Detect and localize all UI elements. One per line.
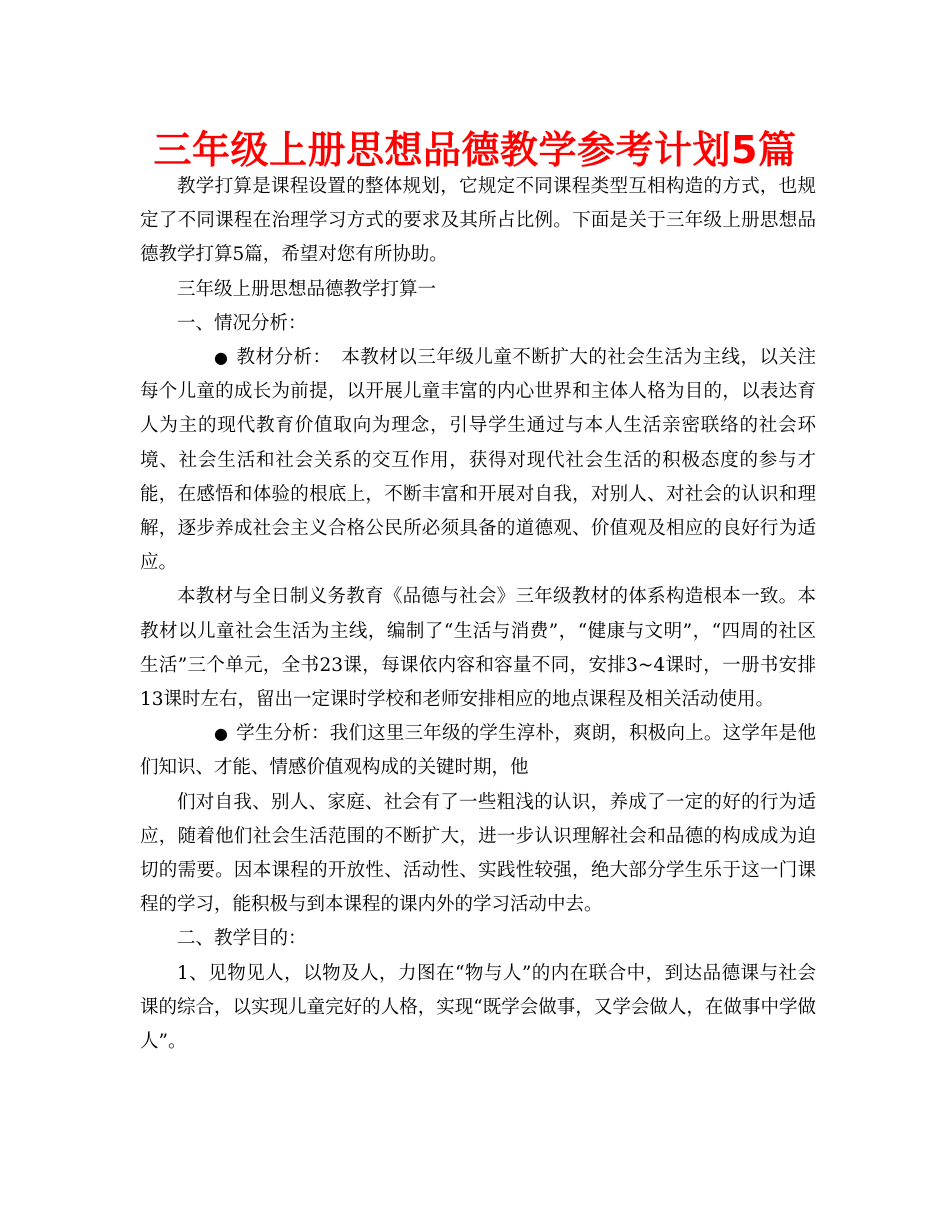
paragraph-text: 1、见物见人，以物及人，力图在“物与人”的内在联合中，到达品德课与社会课的综合，以实现儿童完好的人格，实现“既学会做事，又学会做人，在做事中学做人”。 <box>140 962 816 1053</box>
paragraph-text: 们对自我、别人、家庭、社会有了一些粗浅的认识，养成了一定的好的行为适应，随着他们社会生活范围的不断扩大，进一步认识理解社会和品德的构成成为迫切的需要。因本课程的开放性、活动性、实践性较强，绝大部分学生乐于这一门课程的学习，能积极与到本课程的课内外的学习活动中去。 <box>140 791 816 916</box>
body-paragraph <box>140 786 816 923</box>
paragraph-text: 本教材与全日制义务教育《品德与社会》三年级教材的体系构造根本一致。本教材以儿童社会生活为主线，编制了“生活与消费”，“健康与文明”，“四周的社区生活”三个单元，全书23课，每课依内容和容量不同，安排3~4课时，一册书安排13课时左右，留出一定课时学校和老师安排相应的地点课程及相关活动使用。 <box>140 586 816 711</box>
section-heading <box>140 273 816 307</box>
body-paragraph <box>140 957 816 1060</box>
paragraph-text: 一、情况分析： <box>177 312 307 334</box>
intro-paragraph <box>140 170 816 273</box>
paragraph-text: 学生分析：我们这里三年级的学生淳朴，爽朗，积极向上。这学年是他们知识、才能、情感价值观构成的关键时期，他 <box>140 723 816 779</box>
paragraph-text: 三年级上册思想品德教学打算一 <box>177 278 437 300</box>
bullet-icon: ● <box>214 724 228 744</box>
bullet-paragraph <box>140 717 816 785</box>
bullet-icon: ● <box>214 348 228 368</box>
document-body <box>140 170 816 1059</box>
subsection-heading <box>140 307 816 341</box>
subsection-heading <box>140 922 816 956</box>
bullet-paragraph <box>140 341 816 580</box>
paragraph-text: 教学打算是课程设置的整体规划，它规定不同课程类型互相构造的方式，也规定了不同课程在治理学习方式的要求及其所占比例。下面是关于三年级上册思想品德教学打算5篇，希望对您有所协助。 <box>140 176 816 266</box>
body-paragraph <box>140 580 816 717</box>
paragraph-text: 教材分析： 本教材以三年级儿童不断扩大的社会生活为主线，以关注每个儿童的成长为前提，以开展儿童丰富的内心世界和主体人格为目的，以表达育人为主的现代教育价值取向为理念，引导学生通过与本人生活亲密联络的社会环境、社会生活和社会关系的交互作用，获得对现代社会生活的积极态度的参与才能，在感悟和体验的根底上，不断丰富和开展对自我，对别人、对社会的认识和理解，逐步养成社会主义合格公民所必须具备的道德观、价值观及相应的良好行为适应。 <box>140 347 816 574</box>
document-title: 三年级上册思想品德教学参考计划5篇 <box>153 128 797 172</box>
paragraph-text: 二、教学目的： <box>177 928 307 950</box>
